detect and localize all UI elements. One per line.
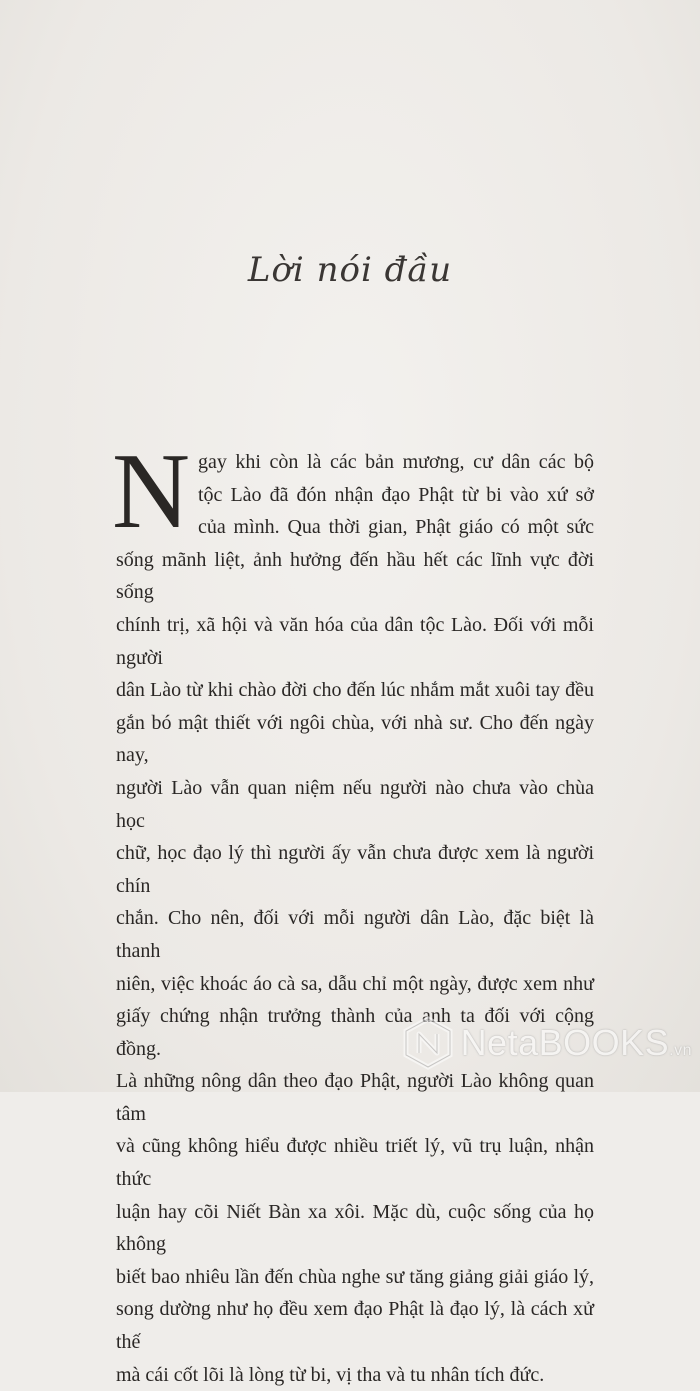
text-line: song dường như họ đều xem đạo Phật là đạo lý, là cách xử thế	[116, 1298, 594, 1354]
text-line: gay khi còn là các bản mương, cư dân các bộ	[198, 451, 594, 473]
text-line: của mình. Qua thời gian, Phật giáo có một sức	[198, 516, 594, 539]
text-line: niên, việc khoác áo cà sa, dẫu chỉ một ngày, được xem như	[116, 972, 594, 995]
text-line: mà cái cốt lõi là lòng từ bi, vị tha và tu nhân tích đức.	[116, 1363, 545, 1386]
text-line: luận hay cõi Niết Bàn xa xôi. Mặc dù, cuộc sống của họ không	[116, 1200, 594, 1256]
watermark-text	[461, 1022, 692, 1064]
text-line: dân Lào từ khi chào đời cho đến lúc nhắm mắt xuôi tay đều	[116, 679, 594, 702]
text-line: và cũng không hiểu được nhiều triết lý, vũ trụ luận, nhận thức	[116, 1135, 594, 1191]
watermark	[401, 1016, 692, 1070]
drop-cap: N	[112, 432, 190, 551]
text-line: biết bao nhiêu lần đến chùa nghe sư tăng giảng giải giáo lý,	[116, 1265, 594, 1288]
text-line: chính trị, xã hội và văn hóa của dân tộc Lào. Đối với mỗi người	[116, 613, 594, 669]
text-line: chắn. Cho nên, đối với mỗi người dân Lào, đặc biệt là thanh	[116, 907, 594, 962]
watermark-brand: NetaBOOKS	[460, 1022, 670, 1063]
text-line: Là những nông dân theo đạo Phật, người Lào không quan tâm	[116, 1070, 594, 1125]
netabooks-logo-icon	[401, 1016, 455, 1070]
body-paragraph	[112, 432, 594, 1391]
text-line: chữ, học đạo lý thì người ấy vẫn chưa được xem là người chín	[116, 842, 594, 897]
text-line: tộc Lào đã đón nhận đạo Phật từ bi vào xứ sở	[198, 483, 594, 506]
text-line: giấy chứng nhận trưởng thành của anh ta đối với cộng đồng.	[116, 1005, 594, 1060]
chapter-title: Lời nói đầu	[247, 250, 453, 290]
watermark-suffix: .vn	[669, 1042, 692, 1059]
text-line: người Lào vẫn quan niệm nếu người nào chưa vào chùa học	[116, 776, 594, 832]
text-line: sống mãnh liệt, ảnh hưởng đến hầu hết các lĩnh vực đời sống	[116, 548, 594, 604]
text-line: gắn bó mật thiết với ngôi chùa, với nhà sư. Cho đến ngày nay,	[116, 711, 594, 767]
